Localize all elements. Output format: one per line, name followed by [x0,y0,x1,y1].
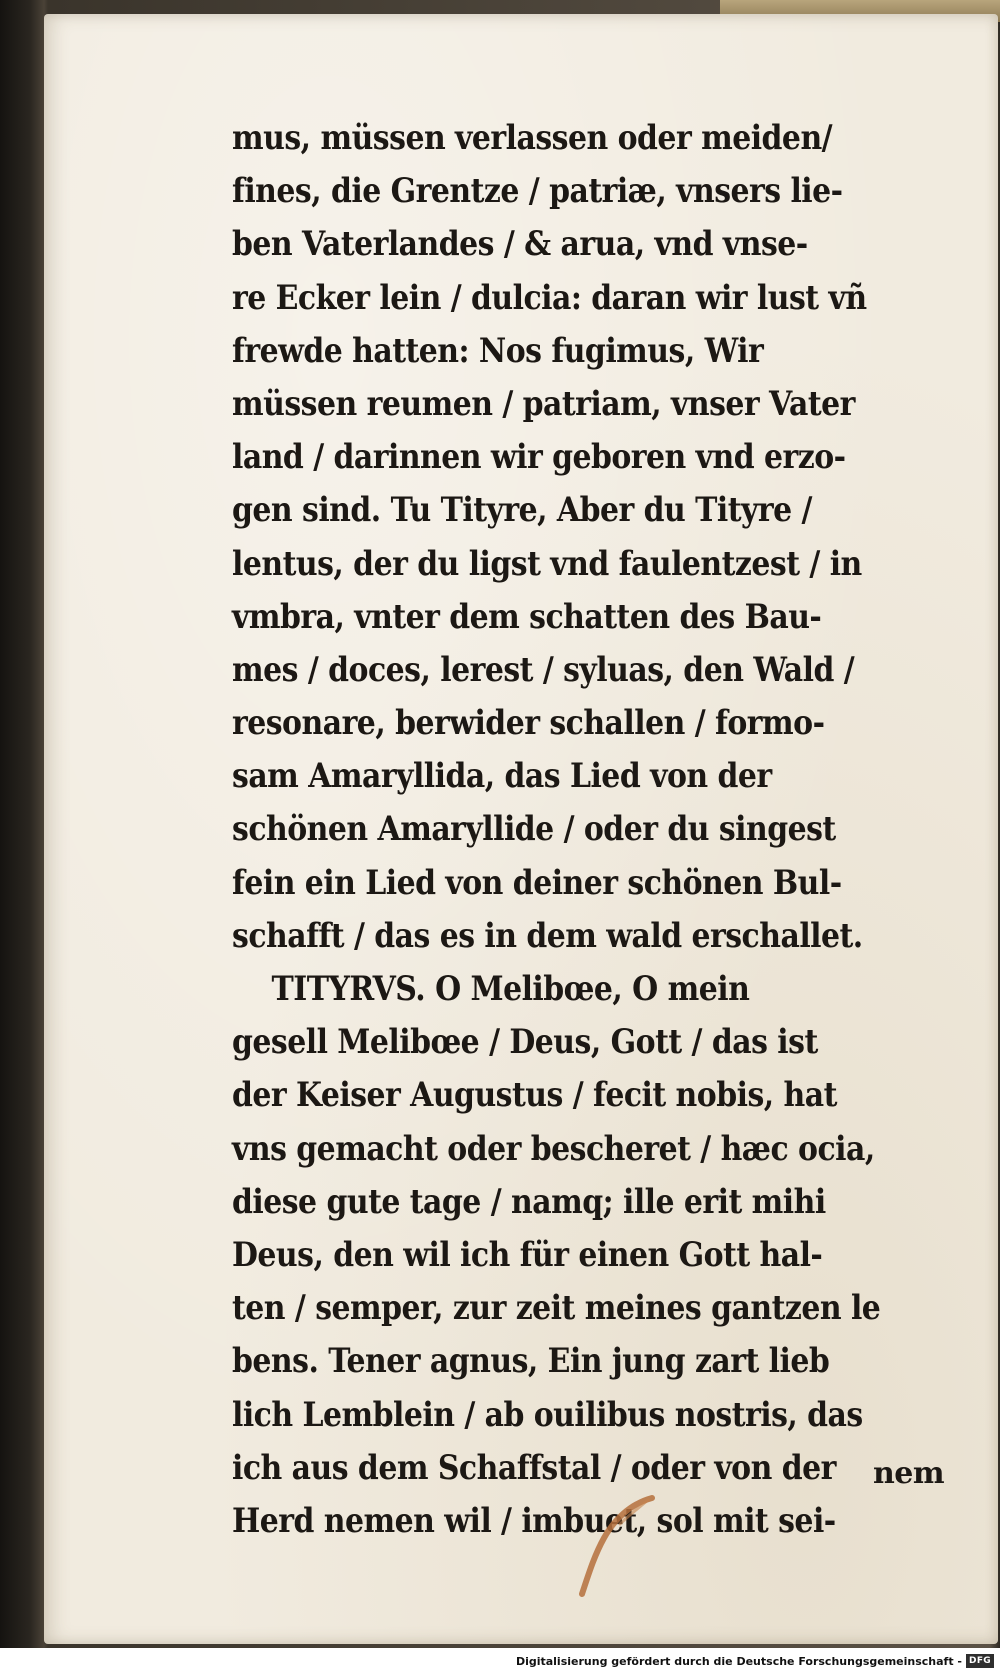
text-line: Herd nemen wil / imbuet, sol mit sei- [232,1500,836,1541]
text-line: fein ein Lied von deiner schönen Bul- [232,862,842,903]
text-line: schönen Amaryllide / oder du singest [232,809,836,850]
text-line: lentus, der du ligst vnd faulentzest / in [232,543,862,584]
text-line: diese gute tage / namq; ille erit mihi [232,1181,826,1222]
text-line: fines, die Grentze / patriæ, vnsers lie- [232,171,843,212]
text-line: land / darinnen wir geboren vnd erzo- [232,437,846,478]
text-line: lich Lemblein / ab ouilibus nostris, das [232,1394,863,1435]
text-line: vns gemacht oder bescheret / hæc ocia, [232,1128,875,1169]
text-line: Deus, den wil ich für einen Gott hal- [232,1234,823,1275]
catchword: nem [873,1456,945,1491]
speaker-line: TITYRVS. O Melibœe, O mein [232,969,750,1009]
text-line: gen sind. Tu Tityre, Aber du Tityre / [232,490,812,531]
text-line: frewde hatten: Nos fugimus, Wir [232,330,764,371]
text-line: vmbra, vnter dem schatten des Bau- [232,596,822,637]
text-line: schafft / das es in dem wald erschallet. [232,915,863,956]
text-line: re Ecker lein / dulcia: daran wir lust vñ [232,277,867,318]
text-line: resonare, berwider schallen / formo- [232,703,825,744]
text-line: der Keiser Augustus / fecit nobis, hat [232,1075,837,1116]
text-line: ben Vaterlandes / & arua, vnd vnse- [232,224,808,265]
text-line: sam Amaryllida, das Lied von der [232,756,772,797]
text-line: gesell Melibœe / Deus, Gott / das ist [232,1022,818,1063]
text-line: ich aus dem Schaffstal / oder von der [232,1447,836,1488]
text-line: müssen reumen / patriam, vnser Vater [232,383,855,424]
dfg-logo: DFG [966,1654,994,1668]
text-line: ten / semper, zur zeit meines gantzen le [232,1288,881,1329]
ink-mark [570,1490,660,1600]
page-text [232,112,952,1548]
funding-credit: Digitalisierung gefördert durch die Deutsche Forschungsgemeinschaft - [515,1655,962,1668]
text-line: bens. Tener agnus, Ein jung zart lieb [232,1341,830,1382]
text-line: mus, müssen verlassen oder meiden/ [232,118,833,158]
text-line: mes / doces, lerest / syluas, den Wald / [232,649,855,690]
